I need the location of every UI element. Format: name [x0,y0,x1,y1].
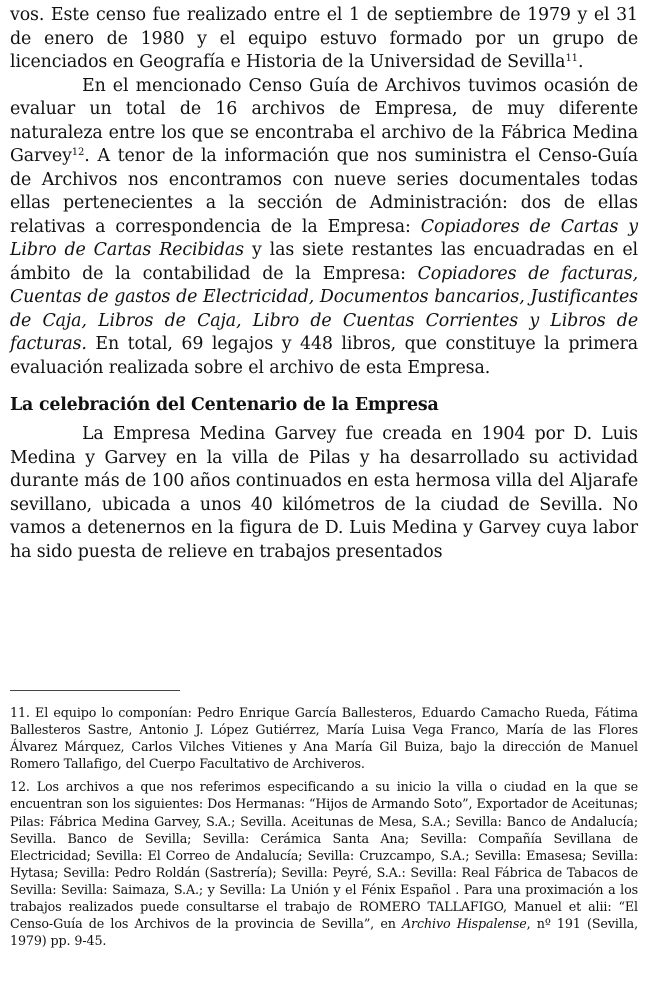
paragraph-2-text-c: y las siete restantes las encuadradas en el ámbito de la contabilidad de la Empresa: [10,240,638,284]
paragraph-2-italic-b: Copiadores de facturas, Cuentas de gastos de Electricidad, Documentos bancarios, Justificantes de Caja, Libros de Caja, Libro de Cuentas Corrientes y Libros de facturas. [10,263,638,354]
paragraph-1-text-end: . [577,52,584,72]
paragraph-1-text: vos. Este censo fue realizado entre el 1 de septiembre de 1979 y el 31 de enero de 1980 y el equipo estuvo formado por un grupo de licenciados en Geografía e Historia de la Universidad de Sevilla [10,5,638,72]
footnote-divider [10,690,180,691]
paragraph-2-text-a: En el mencionado Censo Guía de Archivos tuvimos ocasión de evaluar un total de 16 archivos de Empresa, de muy diferente naturaleza entre los que se encontraba el archivo de la Fábrica Medina Garvey [10,75,638,166]
paragraph-2-text-d: En total, 69 legajos y 448 libros, que constituye la primera evaluación realizada sobre el archivo de esta Empresa. [10,334,638,378]
paragraph-2-italic-a: Copiadores de Cartas y Libro de Cartas Recibidas [10,216,638,260]
footnote-ref-11[interactable]: 11 [565,53,578,64]
paragraph-2-text-b: . A tenor de la información que nos suministra el Censo-Guía de Archivos nos encontramos con nueve series documentales todas ellas pertenecientes a la sección de Administración: dos de ellas relativas a correspondencia de la Empresa: [10,146,638,237]
paragraph-3: La Empresa Medina Garvey fue creada en 1904 por D. Luis Medina y Garvey en la villa de Pilas y ha desarrollado su actividad durante más de 100 años continuados en esta hermosa villa del Aljarafe sevillano, ubicada a unos 40 kilómetros de la ciudad de Sevilla. No vamos a detenernos en la figura de D. Luis Medina y Garvey cuya labor ha sido puesta de relieve en trabajos presentados [10,424,638,562]
footnote-12-italic: Archivo Hispalense [402,916,527,932]
footnote-12-text: 12. Los archivos a que nos referimos especificando a su inicio la villa o ciudad en la que se encuentran son los siguientes: Dos Hermanas: “Hijos de Armando Soto”, Exportador de Aceitunas; Pilas: Fábrica Medina Garvey, S.A.; Sevilla. Aceitunas de Mesa, S.A.; Sevilla: Banco de Andalucía; Sevilla. Banco de Sevilla; Sevilla: Cerámica Santa Ana; Sevilla: Compañía Sevillana de Electricidad; Sevilla: El Correo de Andalucía; Sevilla: Cruzcampo, S.A.; Sevilla: Emasesa; Sevilla: Hytasa; Sevilla: Pedro Roldán (Sastrería); Sevilla: Peyré, S.A.: Sevilla: Real Fábrica de Tabacos de Sevilla: Sevilla: Saimaza, S.A.; y Sevilla: La Unión y el Fénix Español . Para una proximación a los trabajos realizados puede consultarse el trabajo de ROMERO TALLAFIGO, Manuel et alii: “El Censo-Guía de los Archivos de la provincia de Sevilla”, en [10,779,638,932]
footnote-12-text-end: , nº 191 (Sevilla, 1979) pp. 9-45. [10,916,638,949]
footnote-ref-12[interactable]: 12 [71,147,85,158]
paragraph-1 [10,4,638,75]
main-text [10,4,638,564]
section-heading: La celebración del Centenario de la Empresa [10,395,439,415]
paragraph-2 [10,75,638,381]
footnote-12 [10,778,638,949]
footnotes [10,704,638,955]
footnote-11: 11. El equipo lo componían: Pedro Enrique García Ballesteros, Eduardo Camacho Rueda, Fátima Ballesteros Sastre, Antonio J. López Gutiérrez, María Luisa Vega Franco, María de las Flores Álvarez Márquez, Carlos Vilches Vitienes y Ana María Gil Buiza, bajo la dirección de Manuel Romero Tallafigo, del Cuerpo Facultativo de Archiveros. [10,705,638,772]
